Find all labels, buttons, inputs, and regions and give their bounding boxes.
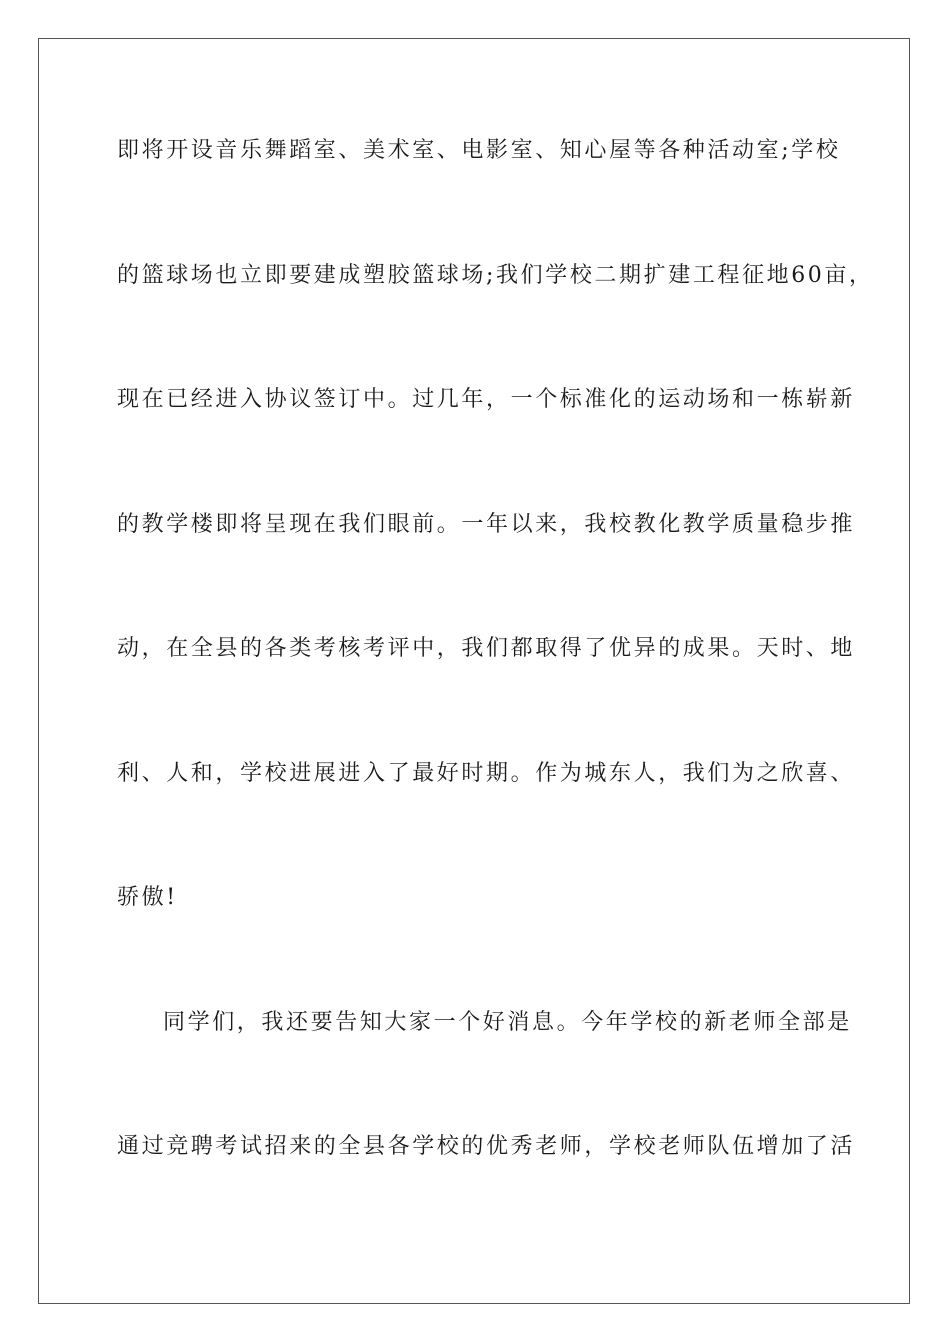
paragraph-line: 骄傲! <box>117 885 178 910</box>
paragraph-line: 的教学楼即将呈现在我们眼前。一年以来，我校教化教学质量稳步推 <box>117 512 856 537</box>
page-frame <box>38 38 910 1304</box>
paragraph-line: 的篮球场也立即要建成塑胶篮球场;我们学校二期扩建工程征地60亩， <box>117 263 874 288</box>
paragraph-line: 即将开设音乐舞蹈室、美术室、电影室、知心屋等各种活动室;学校 <box>117 138 841 163</box>
paragraph-line: 通过竞聘考试招来的全县各学校的优秀老师，学校老师队伍增加了活 <box>117 1134 856 1159</box>
paragraph-first-line: 同学们，我还要告知大家一个好消息。今年学校的新老师全部是 <box>163 1010 852 1035</box>
paragraph-line: 现在已经进入协议签订中。过几年，一个标准化的运动场和一栋崭新 <box>117 387 856 412</box>
paragraph-line: 利、人和，学校进展进入了最好时期。作为城东人，我们为之欣喜、 <box>117 761 856 786</box>
paragraph-line: 动，在全县的各类考核考评中，我们都取得了优异的成果。天时、地 <box>117 636 856 661</box>
